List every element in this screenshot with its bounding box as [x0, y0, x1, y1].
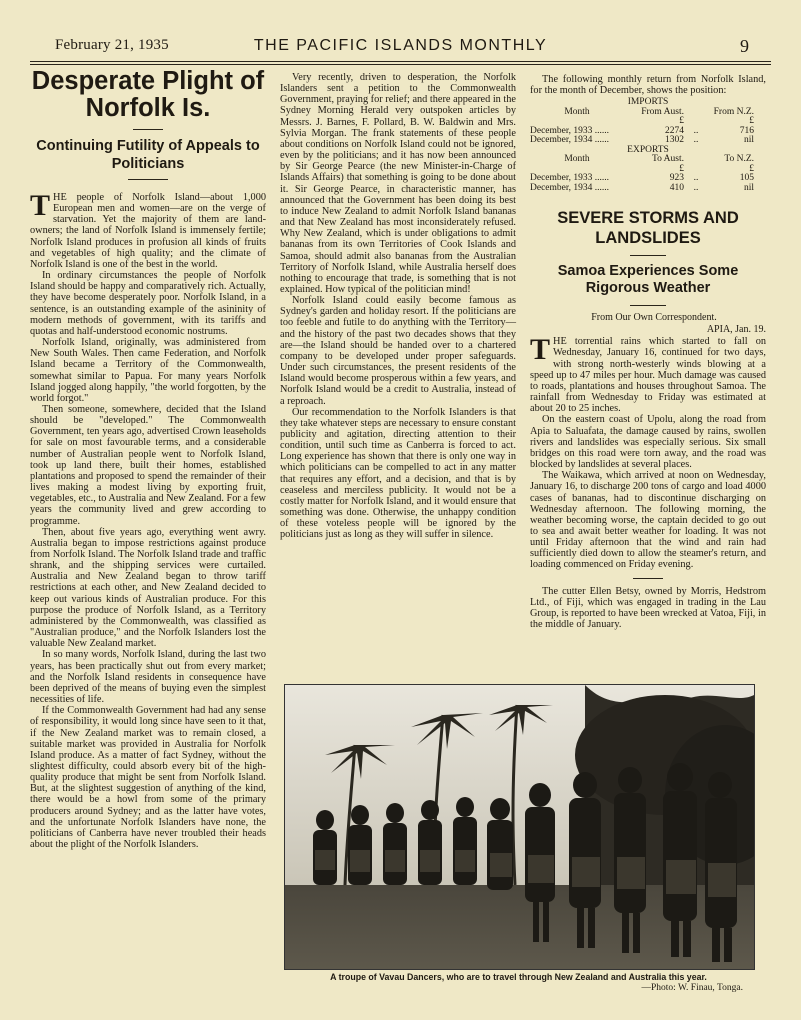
- cell-nz: nil: [743, 182, 754, 193]
- paragraph: The Waikawa, which arrived at noon on Wednesday, January 16, to discharge 200 tons of cargo and load 4000 cases of bananas, had to discontinue discharging on Wednesday afternoon. The following morning, the weather becoming worse, the captain decided to go out to sea and await better weather for loading. It was not until Friday afternoon that the wind and rain had sufficiently died down to allow the steamer's return, and loading commenced on Friday evening.: [530, 470, 766, 571]
- vavau-dancers-photo: [284, 684, 755, 970]
- paragraph: In ordinary circumstances the people of Norfolk Island should be happy and comparatively rich. Actually, they have become desperately poor. Norfolk Island, in a sentence, is an outstanding example of the asininity of modern methods of government, with its tariffs and quotas and half-understood economic nostrums.: [30, 270, 266, 337]
- storms-subheadline: Samoa Experiences Some Rigorous Weather: [557, 263, 739, 297]
- cell-month: December, 1933 ......: [530, 125, 610, 136]
- cell-nz: 105: [739, 173, 754, 184]
- norfolk-subheadline: Continuing Futility of Appeals to Politicians: [36, 138, 260, 172]
- norfolk-column-2: [280, 72, 516, 541]
- page-header: [0, 0, 801, 66]
- paragraph: Our recommendation to the Norfolk Islanders is that they take whatever steps are necessary to ensure constant publicity and agitation, directing attention to their condition, until such time as Canberra is forced to act. Long experience has shown that there is only one way in which politicians can be compelled to act in any matter that requires any effort, and a decision, and that is by ceaseless and merciless publicity. It would not be a costly matter for Norfolk Island, and it would ensure that something was done. Otherwise, the unhappy condition of these voteless people will be ignored by the politicians just as long as they will suffer in silence.: [280, 406, 516, 541]
- drop-cap: T: [530, 333, 551, 367]
- storms-lead-paragraph: [530, 333, 766, 415]
- storms-divider: [630, 255, 666, 256]
- cell-sep: ..: [693, 135, 699, 146]
- cell-month: December, 1933 ......: [530, 173, 610, 184]
- paragraph: Very recently, driven to desperation, the Norfolk Islanders sent a petition to the Commonwealth Government, praying for relief; and there appeared in the Sydney Morning Herald very outspoken articles by Messrs. J. Barnes, F. Pollard, B. W. Baldwin and Mrs. Sylvia Morgan. The frank statements of these people about conditions on Norfolk Island could not be ignored, even by the politicians; and it has now been announced by Sir George Pearce (the new Minister-in-Charge of Islands Affairs) that something is going to be done about it. Sir George Pearce, in characteristic manner, has announced that the Government has been doing its best to induce New Zealand to admit Norfolk Island bananas and that New Zealand has most inconsiderately refused. Why New Zealand, which is under obligations to admit bananas from its own Territories of Cook Islands and Samoa, should admit also bananas from the Australian Territory of Norfolk Island, while Australia herself does nothing to encourage that trade, is something that is not explained. How typical of the politician mind!: [280, 72, 516, 295]
- paragraph: Norfolk Island could easily become famous as Sydney's garden and holiday resort. If the politicians are too feeble and futile to do anything with the Territory—and the history of the past two decades shows that they are—the Island should be handed over to a chartered company to be developed under proper safeguards. Under such circumstances, the present residents of the Island would become prosperous within a few years, and Norfolk Island would be a credit to Australia, instead of a reproach.: [280, 295, 516, 407]
- cell-aust: 410: [669, 182, 684, 193]
- col-header: Month: [564, 106, 590, 117]
- paragraph: In so many words, Norfolk Island, during the last two years, has been practically shut out from every market; and the Norfolk Island residents in consequence have been deprived of the means of buying even the simplest necessities of life.: [30, 649, 266, 706]
- publication-title: THE PACIFIC ISLANDS MONTHLY: [253, 37, 548, 54]
- drop-cap: T: [30, 189, 51, 222]
- unit: £: [749, 163, 754, 174]
- norfolk-headline: Desperate Plight of Norfolk Is.: [31, 67, 265, 122]
- storms-headline: SEVERE STORMS AND LANDSLIDES: [557, 209, 739, 247]
- cell-sep: ..: [693, 125, 699, 136]
- col-header: From N.Z.: [713, 106, 754, 117]
- ellen-betsy-brief: The cutter Ellen Betsy, owned by Morris, Hedstrom Ltd., of Fiji, which was engaged in trading in the Lau Group, is reported to have been wrecked at Vatoa, Fiji, in the middle of January.: [530, 585, 766, 631]
- table-row: [530, 184, 766, 194]
- lead-text: HE torrential rains which started to fall on Wednesday, January 16, continued for two days, with strong north-westerly winds blowing at a speed up to 47 miles per hour. Much damage was caused to roads, plantations and houses throughout Samoa. The rainfall from Wednesday to Friday was estimated at about 20 to 25 inches.: [530, 336, 766, 415]
- imports-label: IMPORTS: [627, 97, 669, 108]
- monthly-return-intro: The following monthly return from Norfolk Island, for the month of December, shows the position:: [530, 74, 766, 97]
- paragraph: Then, about five years ago, everything went awry. Australia began to impose restrictions against produce from Norfolk Island. The Norfolk Island trade and traffic shrank, and the shipping services were curtailed. Australia and New Zealand began to throw tariff restrictions at each other, and New Zealand decided to keep out various kinds of Australian produce. For this purpose the produce of Norfolk Island, as a Territory administered by the Commonwealth, was classified as "Australian produce," and the Norfolk Islanders lost the valuable New Zealand market.: [30, 526, 266, 650]
- cell-aust: 1302: [665, 135, 684, 146]
- storms-subdivider: [630, 305, 666, 306]
- cell-nz: 716: [739, 125, 754, 136]
- imports-table: [530, 98, 766, 193]
- col-header: To Aust.: [651, 154, 684, 165]
- photo-illustration: [285, 685, 754, 969]
- cell-sep: ..: [693, 173, 699, 184]
- paragraph: On the eastern coast of Upolu, along the road from Apia to Saluafata, the damage caused by rains, swollen rivers and landslides was especially serious. Six small bridges on this road were torn away, and the road was blocked by landslides at several places.: [530, 414, 766, 471]
- col-header: To N.Z.: [724, 154, 754, 165]
- cell-nz: nil: [743, 135, 754, 146]
- col-header: Month: [564, 154, 590, 165]
- dateline: APIA, Jan. 19.: [706, 324, 766, 336]
- issue-date: February 21, 1935: [55, 37, 169, 53]
- header-rule: [30, 61, 771, 62]
- paragraph: Then someone, somewhere, decided that the Island should be "developed." The Commonwealth Government, ten years ago, advertised Crown leaseholds for sale on most favourable terms, and a considerable number of Australian people went to Norfolk Island, took up land there, built their homes, established plantations and proposed to spend the remainder of their lives making a modest living by exporting fruit, vegetables, etc., to Australia and New Zealand. For a few years the community lived and grew according to programme.: [30, 403, 266, 527]
- unit: £: [679, 116, 684, 127]
- exports-label: EXPORTS: [627, 144, 669, 155]
- lead-text: HE people of Norfolk Island—about 1,000 European men and women—are on the verge of starvation. Yet the majority of them are land-owners; the land of Norfolk Island is immensely fertile; Norfolk Island produces in profusion all kinds of fruits and vegetables of high quality; and the climate of Norfolk Island is one of the best in the world.: [30, 192, 266, 270]
- table-header-row: [530, 108, 766, 118]
- byline: From Our Own Correspondent.: [591, 312, 717, 324]
- norfolk-lead-paragraph: [30, 189, 266, 270]
- headline-divider: [133, 129, 163, 130]
- unit: £: [679, 163, 684, 174]
- cell-aust: 923: [669, 173, 684, 184]
- subheadline-divider: [128, 179, 168, 180]
- paragraph: If the Commonwealth Government had had any sense of responsibility, it would long since have seen to it that, if the New Zealand market was to remain closed, a suitable market was provided in Australia for Norfolk Island produce. As a matter of fact Sydney, without the slightest difficulty, could absorb every bit of the high-quality produce that might be sent from Norfolk Island. But, at the slightest suggestion of anything of the kind, there would be a howl from some of the primary producers around Sydney; and as the latter have votes, and the unfortunate Norfolk Islanders have none, the politicians of Canberra have never troubled their heads about the plight of the Norfolk Islanders.: [30, 705, 266, 851]
- cell-month: December, 1934 ......: [530, 182, 610, 193]
- col-header: From Aust.: [641, 106, 684, 117]
- cell-month: December, 1934 ......: [530, 135, 610, 146]
- table-header-row: [530, 155, 766, 165]
- paragraph: Norfolk Island, originally, was administered from New South Wales. Then came Federation, and Norfolk Island became a Territory of the Commonwealth, somewhat similar to Papua. For many years Norfolk Island jogged along happily, "the world forgotten, by the world forgot.": [30, 337, 266, 404]
- unit: £: [749, 116, 754, 127]
- caption-text: A troupe of Vavau Dancers, who are to travel through New Zealand and Australia this year.: [330, 972, 707, 982]
- photo-credit: —Photo: W. Finau, Tonga.: [641, 983, 743, 993]
- norfolk-column-1: [30, 68, 266, 850]
- header-rule-thin: [30, 64, 771, 65]
- brief-divider: [633, 578, 663, 579]
- right-column: [530, 74, 766, 630]
- page-number: 9: [740, 36, 749, 56]
- cell-aust: 2274: [665, 125, 684, 136]
- cell-sep: ..: [693, 182, 699, 193]
- photo-caption: [284, 972, 753, 994]
